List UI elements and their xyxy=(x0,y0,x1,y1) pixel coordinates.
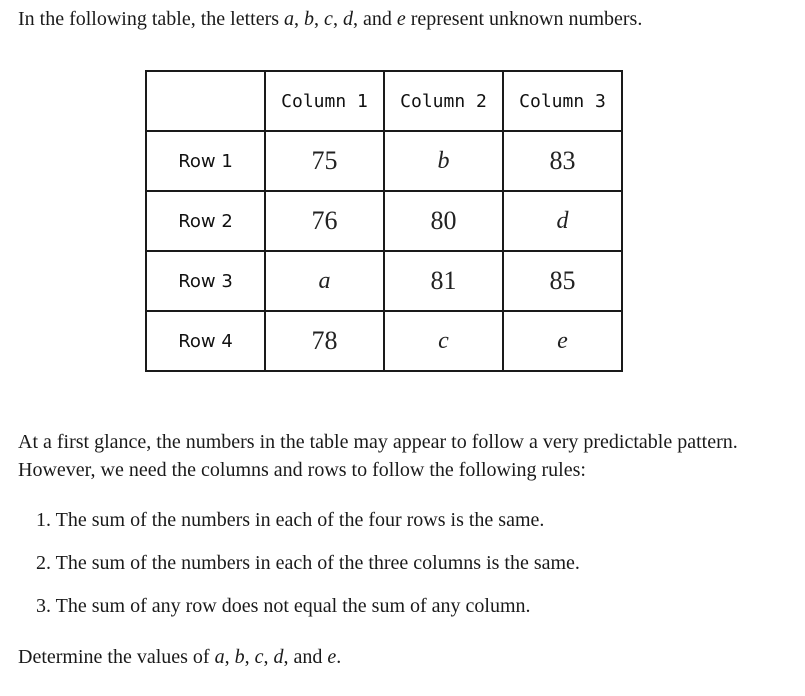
intro-sentence xyxy=(18,5,642,33)
intro-and: , and xyxy=(352,8,397,30)
cell-variable: b xyxy=(437,147,450,174)
table-cell xyxy=(384,251,503,311)
corner-cell xyxy=(146,71,265,131)
table-cell xyxy=(384,311,503,371)
row-header-label: Row 2 xyxy=(178,210,233,232)
intro-suffix: represent unknown numbers. xyxy=(405,8,643,30)
closing-separator: , xyxy=(263,646,274,668)
cell-variable: e xyxy=(557,327,568,354)
closing-suffix: . xyxy=(336,646,342,668)
intro-separator: , xyxy=(294,8,305,30)
column-header-label: Column 3 xyxy=(519,90,606,112)
column-header xyxy=(265,71,384,131)
row-header xyxy=(146,251,265,311)
table-row xyxy=(146,251,622,311)
table-cell xyxy=(503,131,622,191)
cell-variable: c xyxy=(438,327,449,354)
table-cell xyxy=(503,191,622,251)
column-header-label: Column 2 xyxy=(400,90,487,112)
intro-separator: , xyxy=(314,8,325,30)
var-b: b xyxy=(234,646,245,668)
cell-value: 80 xyxy=(430,206,457,235)
rules-intro-paragraph: At a first glance, the numbers in the table may appear to follow a very predictable pattern. However, we need the columns and rows to follow the following rules: xyxy=(18,431,738,481)
cell-value: 83 xyxy=(549,146,576,175)
rule-item: 1. The sum of the numbers in each of the four rows is the same. xyxy=(36,509,545,531)
var-d: d xyxy=(342,8,353,30)
rule-item: 3. The sum of any row does not equal the sum of any column. xyxy=(36,595,531,617)
closing-and: , and xyxy=(283,646,328,668)
closing-prefix: Determine the values of xyxy=(18,646,215,668)
column-header xyxy=(384,71,503,131)
row-header xyxy=(146,191,265,251)
var-d: d xyxy=(273,646,284,668)
cell-variable: d xyxy=(556,207,569,234)
table-header-row xyxy=(146,71,622,131)
table-cell xyxy=(265,131,384,191)
table-cell xyxy=(384,191,503,251)
table-cell xyxy=(384,131,503,191)
table-cell xyxy=(265,251,384,311)
cell-value: 85 xyxy=(549,266,576,295)
table-cell xyxy=(265,191,384,251)
var-a: a xyxy=(214,646,225,668)
intro-prefix: In the following table, the letters xyxy=(18,8,285,30)
cell-value: 81 xyxy=(430,266,457,295)
var-c: c xyxy=(324,8,333,30)
row-header-label: Row 1 xyxy=(178,150,233,172)
table-cell xyxy=(503,251,622,311)
var-b: b xyxy=(304,8,315,30)
var-e: e xyxy=(327,646,337,668)
closing-question xyxy=(18,643,341,671)
row-header-label: Row 4 xyxy=(178,330,233,352)
column-header xyxy=(503,71,622,131)
cell-value: 78 xyxy=(311,326,338,355)
rule-item: 2. The sum of the numbers in each of the three columns is the same. xyxy=(36,552,580,574)
var-a: a xyxy=(284,8,295,30)
table-row xyxy=(146,131,622,191)
rules-list xyxy=(36,506,580,635)
var-e: e xyxy=(396,8,406,30)
column-header-label: Column 1 xyxy=(281,90,368,112)
table-cell xyxy=(265,311,384,371)
row-header xyxy=(146,131,265,191)
cell-value: 75 xyxy=(311,146,338,175)
closing-separator: , xyxy=(244,646,255,668)
cell-value: 76 xyxy=(311,206,338,235)
table-row xyxy=(146,311,622,371)
table-row xyxy=(146,191,622,251)
row-header-label: Row 3 xyxy=(178,270,233,292)
row-header xyxy=(146,311,265,371)
closing-separator: , xyxy=(224,646,235,668)
cell-variable: a xyxy=(318,267,331,294)
intro-separator: , xyxy=(332,8,343,30)
table-cell xyxy=(503,311,622,371)
data-table xyxy=(145,70,623,372)
var-c: c xyxy=(254,646,264,668)
